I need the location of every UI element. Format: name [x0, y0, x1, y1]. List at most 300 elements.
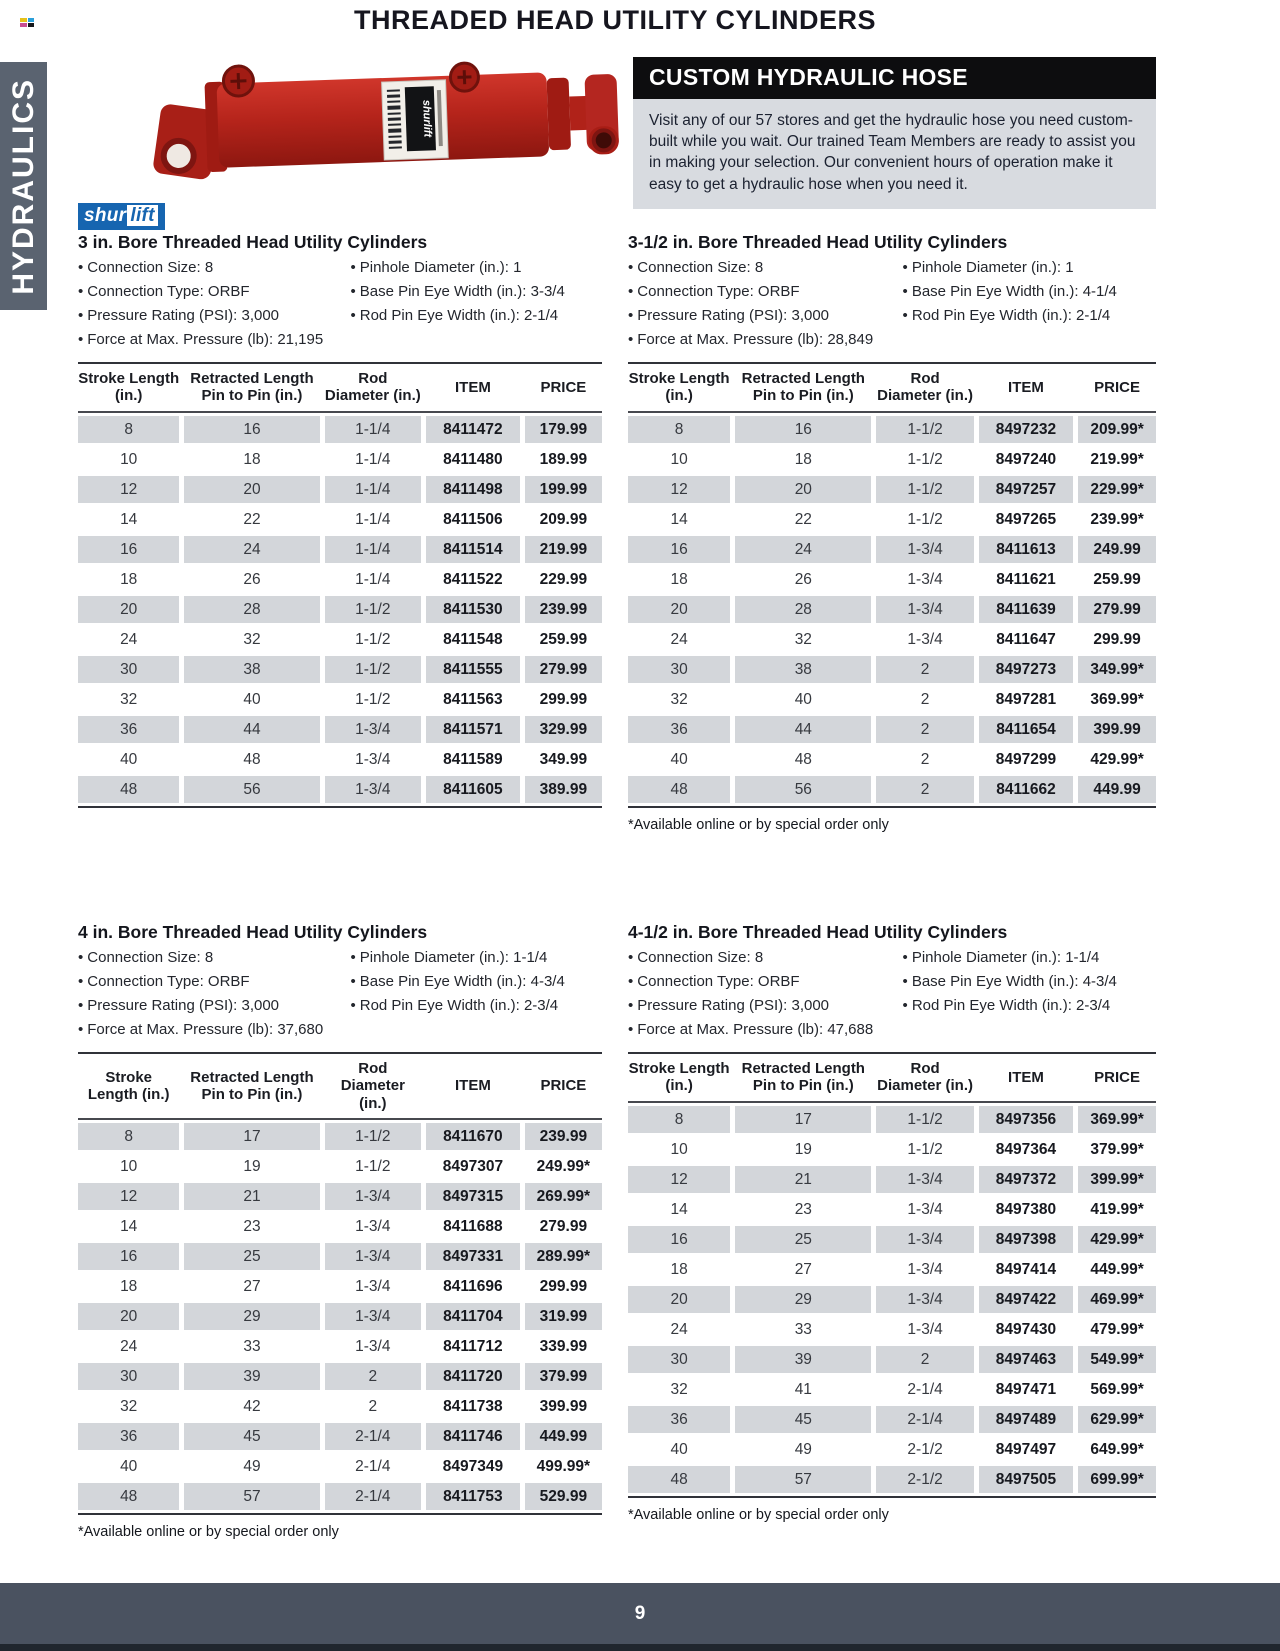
- item-cell: 8497349: [442, 1457, 504, 1475]
- price-cell: 189.99: [539, 450, 588, 468]
- rod-diameter-cell: 1-3/4: [355, 1277, 391, 1295]
- spec-text: Rod Pin Eye Width (in.): 2-3/4: [911, 997, 1111, 1014]
- price-cell: 369.99*: [1090, 690, 1144, 708]
- spec-bullet: [350, 970, 602, 994]
- spec-text: Base Pin Eye Width (in.): 4-1/4: [911, 283, 1117, 300]
- table-row: [78, 686, 602, 713]
- table-row: [78, 1333, 602, 1360]
- rod-diameter-cell: 1-1/4: [355, 570, 391, 588]
- stroke-length-cell: 32: [120, 690, 138, 708]
- retracted-length-cell: 42: [243, 1397, 261, 1415]
- stroke-length-cell: 10: [670, 450, 688, 468]
- table-row: [78, 1393, 602, 1420]
- table-row: [78, 1303, 602, 1330]
- price-cell: 279.99: [525, 656, 602, 683]
- item-cell: 8497257: [979, 476, 1073, 503]
- stroke-length-cell: 24: [120, 630, 138, 648]
- stroke-length-cell: 20: [628, 596, 730, 623]
- retracted-length-cell: 49: [794, 1440, 812, 1458]
- table-body: [78, 413, 602, 808]
- retracted-length-cell: 40: [243, 690, 261, 708]
- table-row: [78, 1183, 602, 1210]
- spec-bullet: [350, 946, 602, 970]
- retracted-length-cell: 33: [794, 1320, 812, 1338]
- column-header: Rod Diameter (in.): [340, 1060, 405, 1112]
- item-cell: 8497422: [979, 1286, 1073, 1313]
- item-cell: 8411720: [426, 1363, 520, 1390]
- item-cell: 8411605: [426, 776, 520, 803]
- price-cell: 649.99*: [1090, 1440, 1144, 1458]
- rod-diameter-cell: 1-3/4: [325, 1243, 422, 1270]
- column-header: ITEM: [455, 378, 491, 396]
- stroke-length-cell: 36: [78, 716, 179, 743]
- table-row: [628, 686, 1156, 713]
- table-row: [628, 1466, 1156, 1493]
- table-row: [78, 1243, 602, 1270]
- table-row: [628, 1136, 1156, 1163]
- column-header: Retracted Length Pin to Pin (in.): [190, 370, 314, 405]
- cylinder-table: [628, 1052, 1156, 1498]
- stroke-length-cell: 32: [670, 690, 688, 708]
- rod-diameter-cell: 1-3/4: [355, 1217, 391, 1235]
- rod-diameter-cell: 1-1/4: [325, 416, 422, 443]
- table-row: [78, 746, 602, 773]
- retracted-length-cell: 22: [794, 510, 812, 528]
- spec-bullet: [350, 994, 602, 1018]
- column-header: PRICE: [540, 1077, 587, 1095]
- price-cell: 389.99: [525, 776, 602, 803]
- price-cell: 269.99*: [525, 1183, 602, 1210]
- stroke-length-cell: 12: [78, 476, 179, 503]
- item-cell: 8497471: [995, 1380, 1057, 1398]
- spec-list-left: [628, 256, 903, 352]
- bullet-dot: •: [628, 283, 634, 300]
- price-cell: 239.99: [525, 1123, 602, 1150]
- brand-part-lift: lift: [127, 205, 157, 226]
- rod-diameter-cell: 2-1/4: [355, 1457, 391, 1475]
- rod-diameter-cell: 1-3/4: [325, 776, 422, 803]
- item-cell: 8497505: [979, 1466, 1073, 1493]
- price-cell: 349.99*: [1078, 656, 1156, 683]
- price-cell: 209.99*: [1078, 416, 1156, 443]
- price-cell: 399.99: [1078, 716, 1156, 743]
- spec-bullet: [78, 256, 350, 280]
- stroke-length-cell: 24: [670, 1320, 688, 1338]
- rod-diameter-cell: 1-3/4: [355, 750, 391, 768]
- column-header: PRICE: [1094, 378, 1140, 396]
- retracted-length-cell: 27: [243, 1277, 261, 1295]
- stroke-length-cell: 12: [628, 476, 730, 503]
- spec-text: Connection Type: ORBF: [637, 283, 800, 300]
- price-cell: 449.99: [1078, 776, 1156, 803]
- stroke-length-cell: 32: [670, 1380, 688, 1398]
- section-heading: 4 in. Bore Threaded Head Utility Cylinders: [78, 922, 428, 942]
- item-cell: 8411753: [426, 1483, 520, 1510]
- spec-bullet: [903, 304, 1156, 328]
- table-row: [628, 746, 1156, 773]
- rod-diameter-cell: 1-3/4: [876, 536, 973, 563]
- retracted-length-cell: 45: [735, 1406, 871, 1433]
- item-cell: 8497307: [442, 1157, 504, 1175]
- stroke-length-cell: 30: [628, 1346, 730, 1373]
- rod-diameter-cell: 1-1/2: [325, 1123, 422, 1150]
- item-cell: 8411670: [426, 1123, 520, 1150]
- bullet-dot: •: [628, 331, 634, 348]
- spec-text: Pressure Rating (PSI): 3,000: [87, 997, 280, 1014]
- retracted-length-cell: 17: [735, 1106, 871, 1133]
- table-row: [628, 596, 1156, 623]
- bullet-dot: •: [78, 283, 84, 300]
- bullet-dot: •: [78, 259, 84, 276]
- spec-text: Connection Type: ORBF: [87, 283, 250, 300]
- spec-bullet: [903, 280, 1156, 304]
- rod-diameter-cell: 1-3/4: [325, 1303, 422, 1330]
- rod-diameter-cell: 1-1/2: [355, 630, 391, 648]
- retracted-length-cell: 25: [184, 1243, 319, 1270]
- table-row: [78, 656, 602, 683]
- retracted-length-cell: 19: [243, 1157, 261, 1175]
- bullet-dot: •: [78, 307, 84, 324]
- rod-diameter-cell: 1-1/2: [325, 596, 422, 623]
- rod-diameter-cell: 1-3/4: [325, 716, 422, 743]
- table-row: [78, 596, 602, 623]
- item-cell: 8411506: [443, 510, 503, 528]
- page-title: THREADED HEAD UTILITY CYLINDERS: [353, 5, 877, 35]
- spec-text: Pinhole Diameter (in.): 1-1/4: [359, 949, 548, 966]
- retracted-length-cell: 38: [184, 656, 319, 683]
- item-cell: 8411654: [979, 716, 1073, 743]
- retracted-length-cell: 28: [735, 596, 871, 623]
- table-row: [628, 536, 1156, 563]
- spec-text: Pinhole Diameter (in.): 1: [911, 259, 1074, 276]
- retracted-length-cell: 57: [735, 1466, 871, 1493]
- rod-diameter-cell: 2: [920, 750, 930, 768]
- spec-bullet: [628, 280, 903, 304]
- spec-text: Force at Max. Pressure (lb): 47,688: [637, 1021, 874, 1038]
- stroke-length-cell: 16: [628, 536, 730, 563]
- section-3-5in-bore: [628, 232, 1156, 833]
- item-cell: 8411621: [996, 570, 1056, 588]
- item-cell: 8411555: [426, 656, 520, 683]
- stroke-length-cell: 40: [670, 750, 688, 768]
- retracted-length-cell: 38: [735, 656, 871, 683]
- label-brand-text: shurlift: [420, 99, 434, 138]
- table-row: [628, 1346, 1156, 1373]
- table-row: [628, 626, 1156, 653]
- table-row: [628, 716, 1156, 743]
- table-header-row: [628, 1052, 1156, 1103]
- stroke-length-cell: 30: [628, 656, 730, 683]
- bullet-dot: •: [902, 283, 908, 300]
- stroke-length-cell: 14: [670, 1200, 688, 1218]
- spec-bullet: [628, 328, 903, 352]
- retracted-length-cell: 49: [243, 1457, 261, 1475]
- bullet-dot: •: [350, 997, 356, 1014]
- price-cell: 569.99*: [1090, 1380, 1144, 1398]
- item-cell: 8411712: [443, 1337, 503, 1355]
- retracted-length-cell: 40: [794, 690, 812, 708]
- bullet-dot: •: [902, 259, 908, 276]
- item-cell: 8411498: [426, 476, 520, 503]
- item-cell: 8497398: [979, 1226, 1073, 1253]
- price-cell: 379.99*: [1090, 1140, 1144, 1158]
- bullet-dot: •: [628, 1021, 634, 1038]
- footer-bar: [0, 1583, 1280, 1644]
- table-row: [628, 1226, 1156, 1253]
- spec-text: Force at Max. Pressure (lb): 28,849: [637, 331, 874, 348]
- retracted-length-cell: 21: [735, 1166, 871, 1193]
- bullet-dot: •: [78, 949, 84, 966]
- table-row: [78, 1273, 602, 1300]
- column-header: PRICE: [540, 378, 587, 396]
- footer-dark-strip: [0, 1644, 1280, 1651]
- rod-diameter-cell: 1-3/4: [907, 570, 943, 588]
- retracted-length-cell: 24: [184, 536, 319, 563]
- section-3in-bore: [78, 232, 602, 808]
- spec-bullet: [78, 946, 350, 970]
- bullet-dot: •: [628, 259, 634, 276]
- table-row: [628, 566, 1156, 593]
- spec-text: Force at Max. Pressure (lb): 21,195: [87, 331, 324, 348]
- bullet-dot: •: [902, 973, 908, 990]
- price-cell: 499.99*: [536, 1457, 591, 1475]
- rod-diameter-cell: 2: [325, 1363, 422, 1390]
- table-row: [78, 1363, 602, 1390]
- spec-text: Rod Pin Eye Width (in.): 2-3/4: [359, 997, 559, 1014]
- rod-diameter-cell: 2: [920, 690, 930, 708]
- item-cell: 8497232: [979, 416, 1073, 443]
- retracted-length-cell: 45: [184, 1423, 319, 1450]
- item-cell: 8497331: [426, 1243, 520, 1270]
- spec-bullet: [350, 256, 602, 280]
- column-header: Stroke Length (in.): [628, 370, 730, 405]
- retracted-length-cell: 48: [794, 750, 812, 768]
- price-cell: 299.99: [539, 1277, 588, 1295]
- stroke-length-cell: 14: [120, 1217, 138, 1235]
- price-cell: 529.99: [525, 1483, 602, 1510]
- stroke-length-cell: 30: [78, 656, 179, 683]
- item-cell: 8411480: [443, 450, 503, 468]
- bullet-dot: •: [78, 973, 84, 990]
- retracted-length-cell: 25: [735, 1226, 871, 1253]
- retracted-length-cell: 32: [794, 630, 812, 648]
- cylinder-table: [628, 362, 1156, 808]
- rod-diameter-cell: 1-1/2: [876, 1106, 973, 1133]
- price-cell: 339.99: [539, 1337, 588, 1355]
- table-row: [628, 1286, 1156, 1313]
- page-number: 9: [634, 1602, 646, 1624]
- spec-bullet: [78, 304, 350, 328]
- bullet-dot: •: [902, 997, 908, 1014]
- retracted-length-cell: 18: [243, 450, 261, 468]
- custom-hose-promo: [633, 57, 1156, 209]
- retracted-length-cell: 24: [735, 536, 871, 563]
- spec-text: Connection Size: 8: [637, 259, 764, 276]
- spec-text: Connection Size: 8: [87, 949, 214, 966]
- table-row: [78, 506, 602, 533]
- stroke-length-cell: 16: [78, 536, 179, 563]
- item-cell: 8411688: [443, 1217, 503, 1235]
- rod-diameter-cell: 1-1/2: [907, 510, 943, 528]
- item-cell: 8497463: [979, 1346, 1073, 1373]
- section-heading: 3-1/2 in. Bore Threaded Head Utility Cylinders: [628, 232, 1008, 252]
- rod-diameter-cell: 2: [876, 716, 973, 743]
- table-header-row: [78, 1052, 602, 1120]
- rod-diameter-cell: 2-1/4: [325, 1483, 422, 1510]
- price-cell: 549.99*: [1078, 1346, 1156, 1373]
- stroke-length-cell: 20: [78, 596, 179, 623]
- price-cell: 259.99: [539, 630, 588, 648]
- price-cell: 629.99*: [1078, 1406, 1156, 1433]
- spec-text: Rod Pin Eye Width (in.): 2-1/4: [359, 307, 559, 324]
- price-cell: 239.99*: [1090, 510, 1144, 528]
- stroke-length-cell: 18: [670, 570, 688, 588]
- spec-bullet: [628, 946, 903, 970]
- item-cell: 8411662: [979, 776, 1073, 803]
- retracted-length-cell: 44: [735, 716, 871, 743]
- price-cell: 199.99: [525, 476, 602, 503]
- retracted-length-cell: 19: [794, 1140, 812, 1158]
- price-cell: 379.99: [525, 1363, 602, 1390]
- item-cell: 8411530: [426, 596, 520, 623]
- stroke-length-cell: 36: [628, 1406, 730, 1433]
- spec-bullets: [78, 946, 602, 1042]
- bullet-dot: •: [628, 973, 634, 990]
- rod-diameter-cell: 2-1/4: [876, 1406, 973, 1433]
- retracted-length-cell: 20: [184, 476, 319, 503]
- item-cell: 8497265: [995, 510, 1057, 528]
- price-cell: 299.99: [539, 690, 588, 708]
- item-cell: 8411704: [426, 1303, 520, 1330]
- stroke-length-cell: 10: [120, 450, 138, 468]
- spec-bullet: [78, 970, 350, 994]
- table-row: [78, 1423, 602, 1450]
- retracted-length-cell: 23: [243, 1217, 261, 1235]
- stroke-length-cell: 48: [628, 776, 730, 803]
- column-header: Retracted Length Pin to Pin (in.): [741, 370, 865, 405]
- table-row: [78, 566, 602, 593]
- retracted-length-cell: 32: [243, 630, 261, 648]
- stroke-length-cell: 40: [120, 750, 138, 768]
- retracted-length-cell: 17: [184, 1123, 319, 1150]
- price-cell: 299.99: [1093, 630, 1141, 648]
- rod-diameter-cell: 1-3/4: [907, 1320, 943, 1338]
- rod-diameter-cell: 1-3/4: [876, 1166, 973, 1193]
- table-row: [78, 716, 602, 743]
- spec-bullet: [628, 304, 903, 328]
- stroke-length-cell: 8: [78, 416, 179, 443]
- stroke-length-cell: 8: [628, 416, 730, 443]
- column-header: Rod Diameter (in.): [877, 1060, 974, 1095]
- spec-text: Base Pin Eye Width (in.): 4-3/4: [359, 973, 565, 990]
- spec-bullets: [628, 946, 1156, 1042]
- column-header: Retracted Length Pin to Pin (in.): [741, 1060, 865, 1095]
- table-row: [78, 626, 602, 653]
- price-cell: 469.99*: [1078, 1286, 1156, 1313]
- product-photo-cylinder: [148, 48, 620, 198]
- rod-diameter-cell: 1-3/4: [325, 1183, 422, 1210]
- table-row: [78, 446, 602, 473]
- spec-text: Pinhole Diameter (in.): 1-1/4: [911, 949, 1100, 966]
- item-cell: 8497372: [979, 1166, 1073, 1193]
- spec-list-right: [350, 946, 602, 1042]
- spec-text: Pinhole Diameter (in.): 1: [359, 259, 522, 276]
- spec-bullets: [628, 256, 1156, 352]
- column-header: PRICE: [1094, 1068, 1140, 1086]
- retracted-length-cell: 27: [794, 1260, 812, 1278]
- bullet-dot: •: [350, 949, 356, 966]
- table-row: [628, 1316, 1156, 1343]
- rod-diameter-cell: 1-3/4: [876, 1226, 973, 1253]
- section-heading: 4-1/2 in. Bore Threaded Head Utility Cylinders: [628, 922, 1008, 942]
- spec-bullet: [78, 1018, 350, 1042]
- item-cell: 8411647: [996, 630, 1056, 648]
- column-header: Stroke Length (in.): [628, 1060, 730, 1095]
- table-row: [628, 1406, 1156, 1433]
- bullet-dot: •: [78, 1021, 84, 1038]
- price-cell: 399.99*: [1078, 1166, 1156, 1193]
- rod-diameter-cell: 1-1/4: [355, 510, 391, 528]
- item-cell: 8497414: [995, 1260, 1057, 1278]
- stroke-length-cell: 16: [628, 1226, 730, 1253]
- availability-footnote: *Available online or by special order only: [628, 1506, 889, 1523]
- stroke-length-cell: 14: [120, 510, 138, 528]
- section-heading: 3 in. Bore Threaded Head Utility Cylinders: [78, 232, 428, 252]
- table-row: [628, 1376, 1156, 1403]
- table-header-row: [78, 362, 602, 413]
- table-row: [628, 776, 1156, 803]
- item-cell: 8497273: [979, 656, 1073, 683]
- price-cell: 279.99: [539, 1217, 588, 1235]
- spec-text: Pressure Rating (PSI): 3,000: [637, 997, 830, 1014]
- stroke-length-cell: 32: [120, 1397, 138, 1415]
- item-cell: 8497281: [995, 690, 1057, 708]
- table-body: [628, 1103, 1156, 1498]
- item-cell: 8411548: [443, 630, 503, 648]
- column-header: ITEM: [455, 1077, 491, 1095]
- retracted-length-cell: 41: [794, 1380, 812, 1398]
- table-row: [78, 776, 602, 803]
- rod-diameter-cell: 2-1/2: [876, 1466, 973, 1493]
- rod-diameter-cell: 2: [876, 656, 973, 683]
- price-cell: 239.99: [525, 596, 602, 623]
- retracted-length-cell: 16: [735, 416, 871, 443]
- item-cell: 8497315: [426, 1183, 520, 1210]
- spec-bullet: [78, 994, 350, 1018]
- retracted-length-cell: 26: [794, 570, 812, 588]
- availability-footnote: *Available online or by special order only: [78, 1523, 339, 1540]
- stroke-length-cell: 8: [78, 1123, 179, 1150]
- price-cell: 249.99: [1078, 536, 1156, 563]
- rod-diameter-cell: 1-1/4: [355, 450, 391, 468]
- stroke-length-cell: 40: [670, 1440, 688, 1458]
- stroke-length-cell: 10: [670, 1140, 688, 1158]
- bullet-dot: •: [350, 259, 356, 276]
- stroke-length-cell: 20: [78, 1303, 179, 1330]
- item-cell: 8411589: [443, 750, 503, 768]
- column-header: Retracted Length Pin to Pin (in.): [190, 1068, 314, 1103]
- item-cell: 8497356: [979, 1106, 1073, 1133]
- bullet-dot: •: [350, 973, 356, 990]
- table-row: [628, 1106, 1156, 1133]
- table-row: [628, 416, 1156, 443]
- stroke-length-cell: 18: [120, 1277, 138, 1295]
- sidebar-category-label: HYDRAULICS: [6, 77, 40, 295]
- price-cell: 219.99*: [1090, 450, 1144, 468]
- bullet-dot: •: [350, 283, 356, 300]
- spec-text: Connection Type: ORBF: [87, 973, 250, 990]
- column-header: Stroke Length (in.): [87, 1068, 170, 1103]
